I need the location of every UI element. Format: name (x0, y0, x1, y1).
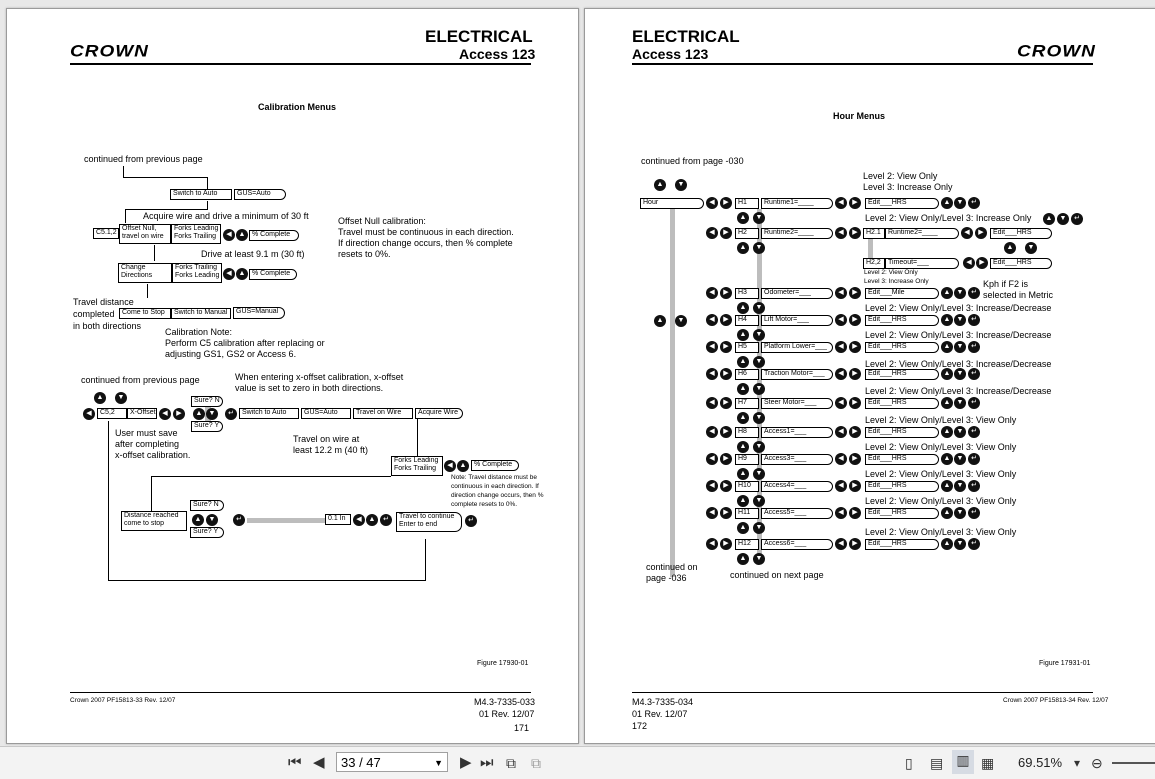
row-id-box: H2 (735, 228, 759, 239)
page-title-right: ELECTRICAL (632, 27, 740, 46)
row-name-box: Lift Motor=___ (761, 315, 833, 326)
zoom-out-icon[interactable]: ⊖ (1091, 755, 1103, 771)
row-left-button-2[interactable]: ◀ (835, 368, 847, 380)
cal-note-title: Calibration Note: (165, 327, 233, 337)
row-down-button[interactable]: ▼ (954, 453, 966, 465)
page-selector[interactable] (336, 752, 448, 772)
row-level-label: Level 2: View Only/Level 3: Increase/Decrease (865, 303, 1052, 313)
left-button-2[interactable]: ◀ (159, 408, 171, 420)
row-edit-box: Edit___HRS (865, 508, 939, 519)
row-down-button-small[interactable]: ▼ (753, 495, 765, 507)
row-right-button-2[interactable]: ▶ (849, 197, 861, 209)
travel-distance-2: completed (73, 309, 115, 319)
enter-button-4[interactable]: ↵ (465, 515, 477, 527)
h21-left-button[interactable]: ◀ (961, 227, 973, 239)
single-page-icon[interactable]: ▯ (905, 755, 913, 771)
row-up-button[interactable]: ▲ (941, 287, 953, 299)
h21-down-button[interactable]: ▼ (1025, 242, 1037, 254)
forks-box-3: Forks Leading Forks Trailing (391, 456, 443, 476)
row-enter-button[interactable]: ↵ (968, 368, 980, 380)
row-up-button-small[interactable]: ▲ (737, 212, 749, 224)
row-id-box: H4 (735, 315, 759, 326)
row-edit-box: Edit___HRS (865, 198, 939, 209)
cal-note-2: adjusting GS1, GS2 or Access 6. (165, 349, 297, 359)
row-edit-box: Edit___HRS (865, 539, 939, 550)
pdf-page-171 (6, 8, 579, 744)
row-left-button-2[interactable]: ◀ (835, 538, 847, 550)
figure-label: Figure 17930-01 (477, 660, 529, 667)
row-edit-box: Edit___HRS (865, 427, 939, 438)
row-id-box: H8 (735, 427, 759, 438)
h21-up-button[interactable]: ▲ (1004, 242, 1016, 254)
continued-label-2: continued from previous page (81, 375, 200, 385)
footer-rev-right: 01 Rev. 12/07 (632, 709, 688, 719)
row-name-box: Access6=___ (761, 539, 833, 550)
page-title: ELECTRICAL (425, 27, 533, 46)
row-left-button[interactable]: ◀ (706, 314, 718, 326)
h2-edit-box: Edit___HRS (990, 228, 1052, 239)
row-up-button[interactable]: ▲ (941, 368, 953, 380)
row-name-box: Access3=___ (761, 454, 833, 465)
row-right-button-2[interactable]: ▶ (849, 538, 861, 550)
row-left-button[interactable]: ◀ (706, 397, 718, 409)
level-inc-small: Level 3: Increase Only (864, 278, 929, 285)
h22-left-button[interactable]: ◀ (963, 257, 975, 269)
section-title-right: Hour Menus (833, 111, 886, 121)
row-up-button-small[interactable]: ▲ (737, 468, 749, 480)
row-id-box: H11 (735, 508, 759, 519)
row-enter-button[interactable]: ↵ (968, 538, 980, 550)
row-name-box: Access4=___ (761, 481, 833, 492)
zoom-level: 69.51% (1018, 755, 1063, 770)
row-right-button[interactable]: ▶ (720, 397, 732, 409)
row-left-button[interactable]: ◀ (706, 453, 718, 465)
note-travel-2: continuous in each direction. If (451, 483, 539, 490)
up-button-5[interactable]: ▲ (366, 514, 378, 526)
row-up-button-small[interactable]: ▲ (737, 522, 749, 534)
travel-distance-1: Travel distance (73, 297, 134, 307)
sure-n-box: Sure? N (191, 396, 223, 407)
h21-right-button[interactable]: ▶ (975, 227, 987, 239)
row-id-box: H9 (735, 454, 759, 465)
row-level-label: Level 2: View Only/Level 3: Increase/Decrease (865, 386, 1052, 396)
xoffset-note-1: When entering x-offset calibration, x-offset (235, 372, 404, 382)
user-save-1: User must save (115, 428, 178, 438)
row-name-box: Access5=___ (761, 508, 833, 519)
row-enter-button[interactable]: ↵ (968, 341, 980, 353)
hour-box: Hour (640, 198, 704, 209)
row-left-button-2[interactable]: ◀ (835, 480, 847, 492)
pct-complete-box-3: % Complete (471, 460, 519, 471)
page-value: 33 / 47 (341, 755, 381, 770)
h22-edit-box: Edit___HRS (990, 258, 1052, 269)
row-down-button-small[interactable]: ▼ (753, 412, 765, 424)
sure-y-box: Sure? Y (191, 421, 223, 432)
row-level-label: Level 2: View Only/Level 3: View Only (865, 415, 1017, 425)
offset-note-3: resets to 0%. (338, 249, 391, 259)
row-id-box: H7 (735, 398, 759, 409)
c512-box: C5.1,2 (93, 228, 119, 239)
down-button[interactable]: ▼ (115, 392, 127, 404)
row-left-button-2[interactable]: ◀ (835, 507, 847, 519)
row-edit-box: Edit___HRS (865, 315, 939, 326)
header-rule (70, 63, 531, 65)
row-up-button-small[interactable]: ▲ (737, 242, 749, 254)
in01-box: 0.1 In (325, 514, 351, 525)
row-up-button[interactable]: ▲ (941, 341, 953, 353)
continued-from-label: continued from page -030 (641, 156, 744, 166)
hour-up-button-2[interactable]: ▲ (654, 315, 666, 327)
row-up-button[interactable]: ▲ (941, 453, 953, 465)
right-button[interactable]: ▶ (173, 408, 185, 420)
row-left-button-2[interactable]: ◀ (835, 227, 847, 239)
kph-note-2: selected in Metric (983, 290, 1054, 300)
continued-on-036-2: page -036 (646, 573, 687, 583)
gus-manual-box: GUS=Manual (233, 307, 285, 319)
acquire-wire-box: Acquire Wire (415, 408, 463, 419)
row-right-button-2[interactable]: ▶ (849, 397, 861, 409)
row-edit-box: Edit___HRS (865, 481, 939, 492)
row-down-button-small[interactable]: ▼ (753, 329, 765, 341)
row-down-button[interactable]: ▼ (954, 480, 966, 492)
row-down-button-small[interactable]: ▼ (753, 212, 765, 224)
row-name-box: Steer Motor=___ (761, 398, 833, 409)
row-down-button-small[interactable]: ▼ (753, 242, 765, 254)
switch-auto-box-2: Switch to Auto (239, 408, 299, 419)
row-left-button-2[interactable]: ◀ (835, 341, 847, 353)
row-down-button-small[interactable]: ▼ (753, 441, 765, 453)
distance-reached-box: Distance reached come to stop (121, 511, 187, 531)
note-travel-3: direction change occurs, then % (451, 492, 544, 499)
c52-box: C5,2 (97, 408, 127, 419)
zoom-dropdown-icon[interactable]: ▾ (1074, 756, 1081, 770)
row-up-button-small[interactable]: ▲ (737, 302, 749, 314)
continuous-page-icon[interactable]: ▤ (930, 755, 944, 771)
row-right-button-2[interactable]: ▶ (849, 287, 861, 299)
continued-on-036-1: continued on (646, 562, 698, 572)
come-to-stop-box: Come to Stop (119, 308, 171, 319)
chevron-down-icon: ▼ (434, 758, 443, 768)
timeout-box: Timeout=___ (885, 258, 959, 269)
row-up-button[interactable]: ▲ (941, 314, 953, 326)
prev-page-icon[interactable]: ◀ (313, 754, 325, 771)
page-subtitle-right: Access 123 (632, 46, 709, 62)
level-view-label: Level 2: View Only (863, 171, 938, 181)
row-right-button-2[interactable]: ▶ (849, 453, 861, 465)
row-down-button[interactable]: ▼ (954, 197, 966, 209)
row-up-button-small[interactable]: ▲ (737, 356, 749, 368)
row-id-box: H1 (735, 198, 759, 209)
row-enter-button[interactable]: ↵ (968, 397, 980, 409)
rotate-icon[interactable]: ⧉ (506, 755, 516, 771)
footer-revision: 01 Rev. 12/07 (479, 709, 535, 719)
row-right-button[interactable]: ▶ (720, 314, 732, 326)
sure-n-box-2: Sure? N (190, 500, 224, 511)
left-arrow-button[interactable]: ◀ (223, 229, 235, 241)
row-level-label: Level 2: View Only/Level 3: View Only (865, 469, 1017, 479)
row-left-button-2[interactable]: ◀ (835, 287, 847, 299)
row-id-box: H3 (735, 288, 759, 299)
enter-button-3[interactable]: ↵ (380, 514, 392, 526)
xoffset-note-2: value is set to zero in both directions. (235, 383, 384, 393)
travel-122-1: Travel on wire at (293, 434, 360, 444)
footer-copyright-right: Crown 2007 PF15813-34 Rev. 12/07 (1003, 697, 1109, 704)
change-directions-box: Change Directions (118, 263, 172, 283)
row-left-button[interactable]: ◀ (706, 368, 718, 380)
row-right-button[interactable]: ▶ (720, 453, 732, 465)
row-left-button-2[interactable]: ◀ (835, 453, 847, 465)
row-right-button[interactable]: ▶ (720, 480, 732, 492)
row-enter-button[interactable]: ↵ (968, 480, 980, 492)
row-down-button-small[interactable]: ▼ (753, 553, 765, 565)
h22-right-button[interactable]: ▶ (976, 257, 988, 269)
level-inc-label: Level 3: Increase Only (863, 182, 953, 192)
row-right-button[interactable]: ▶ (720, 368, 732, 380)
row-left-button[interactable]: ◀ (706, 341, 718, 353)
hour-down-button-2[interactable]: ▼ (675, 315, 687, 327)
offset-note-2: If direction change occurs, then % complete (338, 238, 513, 248)
crown-logo: CROWN (70, 42, 149, 61)
two-page-continuous-icon[interactable]: ▦ (981, 755, 995, 771)
row-up-button[interactable]: ▲ (941, 538, 953, 550)
row-up-button-small[interactable]: ▲ (737, 412, 749, 424)
switch-to-auto-box: Switch to Auto (170, 189, 232, 200)
enter-button-2[interactable]: ↵ (233, 514, 245, 526)
level-enter-button[interactable]: ↵ (1071, 213, 1083, 225)
row-down-button[interactable]: ▼ (954, 368, 966, 380)
row-right-button[interactable]: ▶ (720, 287, 732, 299)
row-right-button[interactable]: ▶ (720, 538, 732, 550)
down-button-4[interactable]: ▼ (206, 514, 218, 526)
note-travel-1: Note: Travel distance must be (451, 474, 537, 481)
forks-box-2: Forks Trailing Forks Leading (172, 263, 222, 283)
gus-auto-box-2: GUS=Auto (301, 408, 351, 419)
row-up-button-small[interactable]: ▲ (737, 441, 749, 453)
row-down-button[interactable]: ▼ (954, 287, 966, 299)
row-right-button[interactable]: ▶ (720, 426, 732, 438)
x-offset-box: X-Offset (127, 408, 157, 419)
sure-y-box-2: Sure? Y (190, 527, 224, 538)
row-up-button[interactable]: ▲ (941, 507, 953, 519)
row-up-button-small[interactable]: ▲ (737, 329, 749, 341)
row-level-label: Level 2: View Only/Level 3: View Only (865, 527, 1017, 537)
row-name-box: Platform Lower=___ (761, 342, 833, 353)
page-subtitle: Access 123 (459, 46, 536, 62)
row-level-label: Level 2: View Only/Level 3: Increase/Decrease (865, 330, 1052, 340)
travel-on-wire-box: Travel on Wire (353, 408, 413, 419)
acquire-text: Acquire wire and drive a minimum of 30 ft (143, 211, 309, 221)
row-left-button-2[interactable]: ◀ (835, 397, 847, 409)
travel-distance-3: in both directions (73, 321, 142, 331)
left-button-3[interactable]: ◀ (444, 460, 456, 472)
row-level-label: Level 2: View Only/Level 3: View Only (865, 496, 1017, 506)
row-left-button[interactable]: ◀ (706, 227, 718, 239)
hour-down-button[interactable]: ▼ (675, 179, 687, 191)
switch-manual-box: Switch to Manual (171, 308, 231, 319)
row-name-box: Odometer=___ (761, 288, 833, 299)
row-up-button[interactable]: ▲ (941, 397, 953, 409)
row-left-button-2[interactable]: ◀ (835, 197, 847, 209)
up-button-2[interactable]: ▲ (193, 408, 205, 420)
offset-note-1: Travel must be continuous in each direction. (338, 227, 514, 237)
enter-button[interactable]: ↵ (225, 408, 237, 420)
first-page-icon[interactable]: ⏮ (288, 754, 302, 771)
runtime2b-box: Runtime2=____ (885, 228, 959, 239)
copy-icon[interactable]: ⧉ (531, 755, 541, 771)
row-id-box: H6 (735, 369, 759, 380)
row-enter-button[interactable]: ↵ (968, 453, 980, 465)
row-down-button[interactable]: ▼ (954, 538, 966, 550)
row-up-button[interactable]: ▲ (941, 426, 953, 438)
row-up-button-small[interactable]: ▲ (737, 495, 749, 507)
row-right-button-2[interactable]: ▶ (849, 341, 861, 353)
row-edit-box: Edit___HRS (865, 342, 939, 353)
footer-doc-right: M4.3-7335-034 (632, 697, 694, 707)
row-right-button-2[interactable]: ▶ (849, 480, 861, 492)
row-down-button[interactable]: ▼ (954, 341, 966, 353)
last-page-icon[interactable]: ⏭ (480, 754, 494, 771)
row-left-button[interactable]: ◀ (706, 287, 718, 299)
row-level-label: Level 2: View Only/Level 3: Increase/Decrease (865, 359, 1052, 369)
left-arrow-button-2[interactable]: ◀ (223, 268, 235, 280)
row-down-button[interactable]: ▼ (954, 314, 966, 326)
gus-auto-box: GUS=Auto (234, 189, 286, 200)
row-enter-button[interactable]: ↵ (968, 314, 980, 326)
row-id-box: H5 (735, 342, 759, 353)
h22-box: H2,2 (863, 258, 885, 269)
h21-box: H2.1 (863, 228, 885, 239)
row-down-button-small[interactable]: ▼ (753, 302, 765, 314)
row-left-button-2[interactable]: ◀ (835, 314, 847, 326)
row-enter-button[interactable]: ↵ (968, 197, 980, 209)
row-name-box: Access1=___ (761, 427, 833, 438)
row-right-button[interactable]: ▶ (720, 507, 732, 519)
row-down-button[interactable]: ▼ (954, 507, 966, 519)
row-down-button[interactable]: ▼ (954, 397, 966, 409)
level-view-small: Level 2: View Only (864, 269, 918, 276)
offset-null-box: Offset Null, travel on wire (119, 224, 171, 244)
crown-logo-right: CROWN (1017, 42, 1096, 61)
row-name-box: Runtime2=____ (761, 228, 833, 239)
drive-least-text: Drive at least 9.1 m (30 ft) (201, 249, 305, 259)
two-page-icon[interactable]: ▥ (952, 750, 974, 774)
offset-note-title: Offset Null calibration: (338, 216, 426, 226)
row-id-box: H12 (735, 539, 759, 550)
row-right-button-2[interactable]: ▶ (849, 227, 861, 239)
row-left-button[interactable]: ◀ (706, 480, 718, 492)
row-left-button-2[interactable]: ◀ (835, 426, 847, 438)
user-save-2: after completing (115, 439, 180, 449)
row-right-button-2[interactable]: ▶ (849, 426, 861, 438)
row-down-button-small[interactable]: ▼ (753, 356, 765, 368)
left-button[interactable]: ◀ (83, 408, 95, 420)
row-name-box: Traction Motor=___ (761, 369, 833, 380)
row-id-box: H10 (735, 481, 759, 492)
row-edit-box: Edit___HRS (865, 454, 939, 465)
left-button-5[interactable]: ◀ (353, 514, 365, 526)
viewer-toolbar (0, 746, 1155, 779)
row-name-box: Runtime1=____ (761, 198, 833, 209)
row-edit-box: Edit___HRS (865, 369, 939, 380)
level-down-button[interactable]: ▼ (1057, 213, 1069, 225)
row-enter-button[interactable]: ↵ (968, 287, 980, 299)
forks-box-1: Forks Leading Forks Trailing (171, 224, 221, 244)
section-title: Calibration Menus (258, 102, 337, 112)
row-up-button[interactable]: ▲ (941, 480, 953, 492)
zoom-slider[interactable] (1112, 762, 1155, 764)
hour-up-button[interactable]: ▲ (654, 179, 666, 191)
row-enter-button[interactable]: ↵ (968, 426, 980, 438)
row-up-button-small[interactable]: ▲ (737, 383, 749, 395)
next-page-icon[interactable]: ▶ (460, 754, 472, 771)
page-number-right: 172 (632, 721, 648, 731)
pct-complete-box-2: % Complete (249, 269, 297, 280)
row-right-button[interactable]: ▶ (720, 341, 732, 353)
row-edit-box: Edit___Mile (865, 288, 939, 299)
travel-continue-box: Travel to continue Enter to end (396, 512, 462, 532)
footer-doc-number: M4.3-7335-033 (474, 697, 536, 707)
continued-next-label: continued on next page (730, 570, 824, 580)
note-travel-4: complete resets to 0%. (451, 501, 518, 508)
row-up-button-small[interactable]: ▲ (737, 553, 749, 565)
footer-copyright: Crown 2007 PF15813-33 Rev. 12/07 (70, 697, 176, 704)
row-edit-box: Edit___HRS (865, 398, 939, 409)
row-left-button[interactable]: ◀ (706, 197, 718, 209)
down-button-2[interactable]: ▼ (206, 408, 218, 420)
row-right-button-2[interactable]: ▶ (849, 314, 861, 326)
row-down-button-small[interactable]: ▼ (753, 522, 765, 534)
pdf-page-172 (584, 8, 1155, 744)
row-down-button[interactable]: ▼ (954, 426, 966, 438)
travel-122-2: least 12.2 m (40 ft) (293, 445, 369, 455)
user-save-3: x-offset calibration. (115, 450, 191, 460)
row-right-button[interactable]: ▶ (720, 227, 732, 239)
kph-note-1: Kph if F2 is (983, 279, 1029, 289)
row-enter-button[interactable]: ↵ (968, 507, 980, 519)
pct-complete-box: % Complete (249, 230, 299, 241)
row-left-button[interactable]: ◀ (706, 426, 718, 438)
figure-label-right: Figure 17931-01 (1039, 660, 1091, 667)
row-left-button[interactable]: ◀ (706, 538, 718, 550)
page-number: 171 (514, 723, 530, 733)
row-right-button-2[interactable]: ▶ (849, 507, 861, 519)
cal-note-1: Perform C5 calibration after replacing or (165, 338, 325, 348)
continued-label: continued from previous page (84, 154, 203, 164)
up-button-3[interactable]: ▲ (457, 460, 469, 472)
row-right-button-2[interactable]: ▶ (849, 368, 861, 380)
up-arrow-button-2[interactable]: ▲ (236, 268, 248, 280)
row-right-button[interactable]: ▶ (720, 197, 732, 209)
row-down-button-small[interactable]: ▼ (753, 383, 765, 395)
row-up-button[interactable]: ▲ (941, 197, 953, 209)
row-level-label: Level 2: View Only/Level 3: Increase Only (865, 213, 1032, 223)
up-button-4[interactable]: ▲ (192, 514, 204, 526)
level-up-button[interactable]: ▲ (1043, 213, 1055, 225)
row-level-label: Level 2: View Only/Level 3: View Only (865, 442, 1017, 452)
up-button[interactable]: ▲ (94, 392, 106, 404)
up-arrow-button[interactable]: ▲ (236, 229, 248, 241)
row-left-button[interactable]: ◀ (706, 507, 718, 519)
row-down-button-small[interactable]: ▼ (753, 468, 765, 480)
